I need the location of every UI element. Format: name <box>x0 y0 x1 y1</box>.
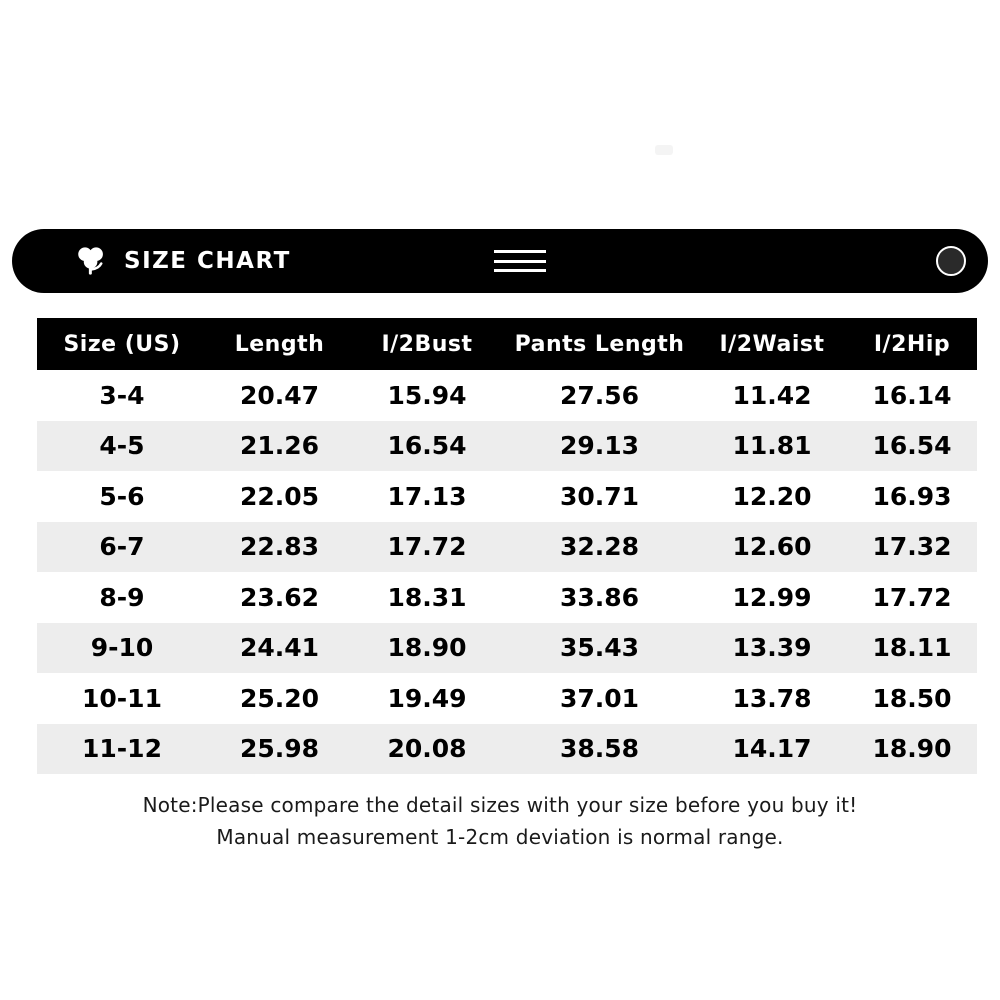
cell-size: 3-4 <box>37 370 207 421</box>
page-title: SIZE CHART <box>124 248 291 274</box>
cell-pants-length: 35.43 <box>502 623 697 674</box>
cell-half-bust: 19.49 <box>352 673 502 724</box>
background-artifact <box>655 145 673 155</box>
cell-size: 4-5 <box>37 421 207 472</box>
cell-pants-length: 29.13 <box>502 421 697 472</box>
table-row <box>37 724 977 775</box>
circle-dot-icon <box>936 246 966 276</box>
table-row <box>37 623 977 674</box>
table-header-row <box>37 318 977 370</box>
cell-half-bust: 18.31 <box>352 572 502 623</box>
size-table-container <box>37 318 977 774</box>
cell-half-bust: 20.08 <box>352 724 502 775</box>
cell-pants-length: 33.86 <box>502 572 697 623</box>
cell-length: 24.41 <box>207 623 352 674</box>
note-line-1: Note:Please compare the detail sizes with your size before you buy it! <box>142 793 858 817</box>
cell-half-hip: 17.32 <box>847 522 977 573</box>
size-chart-header-banner <box>12 229 988 293</box>
column-header-half-bust: I/2Bust <box>352 318 502 370</box>
cell-length: 25.98 <box>207 724 352 775</box>
cell-length: 22.05 <box>207 471 352 522</box>
table-row <box>37 572 977 623</box>
cell-pants-length: 37.01 <box>502 673 697 724</box>
column-header-half-waist: I/2Waist <box>697 318 847 370</box>
cell-half-hip: 18.90 <box>847 724 977 775</box>
cell-size: 11-12 <box>37 724 207 775</box>
size-table-head <box>37 318 977 370</box>
cell-half-hip: 18.11 <box>847 623 977 674</box>
table-row <box>37 421 977 472</box>
hamburger-lines-icon <box>494 250 546 272</box>
size-table <box>37 318 977 774</box>
cell-half-bust: 16.54 <box>352 421 502 472</box>
cell-length: 22.83 <box>207 522 352 573</box>
cell-size: 9-10 <box>37 623 207 674</box>
cell-pants-length: 30.71 <box>502 471 697 522</box>
cell-half-waist: 12.60 <box>697 522 847 573</box>
cell-half-waist: 12.20 <box>697 471 847 522</box>
cell-pants-length: 27.56 <box>502 370 697 421</box>
cell-size: 8-9 <box>37 572 207 623</box>
cell-length: 25.20 <box>207 673 352 724</box>
column-header-length: Length <box>207 318 352 370</box>
cell-half-hip: 18.50 <box>847 673 977 724</box>
cell-half-waist: 13.39 <box>697 623 847 674</box>
table-row <box>37 370 977 421</box>
cell-half-waist: 11.81 <box>697 421 847 472</box>
cell-size: 6-7 <box>37 522 207 573</box>
notes-section <box>0 789 1000 853</box>
column-header-pants-length: Pants Length <box>502 318 697 370</box>
cell-length: 21.26 <box>207 421 352 472</box>
note-line-2: Manual measurement 1-2cm deviation is normal range. <box>216 825 784 849</box>
cell-half-hip: 16.14 <box>847 370 977 421</box>
table-row <box>37 673 977 724</box>
cell-half-bust: 15.94 <box>352 370 502 421</box>
cell-half-bust: 18.90 <box>352 623 502 674</box>
table-row <box>37 522 977 573</box>
cell-half-waist: 13.78 <box>697 673 847 724</box>
cell-pants-length: 32.28 <box>502 522 697 573</box>
cell-size: 5-6 <box>37 471 207 522</box>
cell-half-bust: 17.72 <box>352 522 502 573</box>
cell-pants-length: 38.58 <box>502 724 697 775</box>
size-table-body <box>37 370 977 774</box>
column-header-half-hip: I/2Hip <box>847 318 977 370</box>
cell-length: 20.47 <box>207 370 352 421</box>
cell-half-waist: 11.42 <box>697 370 847 421</box>
column-header-size: Size (US) <box>37 318 207 370</box>
cell-half-waist: 14.17 <box>697 724 847 775</box>
cell-half-hip: 17.72 <box>847 572 977 623</box>
cell-half-waist: 12.99 <box>697 572 847 623</box>
table-row <box>37 471 977 522</box>
cell-half-hip: 16.93 <box>847 471 977 522</box>
cell-half-hip: 16.54 <box>847 421 977 472</box>
cell-length: 23.62 <box>207 572 352 623</box>
cell-size: 10-11 <box>37 673 207 724</box>
clover-leaf-icon <box>74 244 108 278</box>
cell-half-bust: 17.13 <box>352 471 502 522</box>
